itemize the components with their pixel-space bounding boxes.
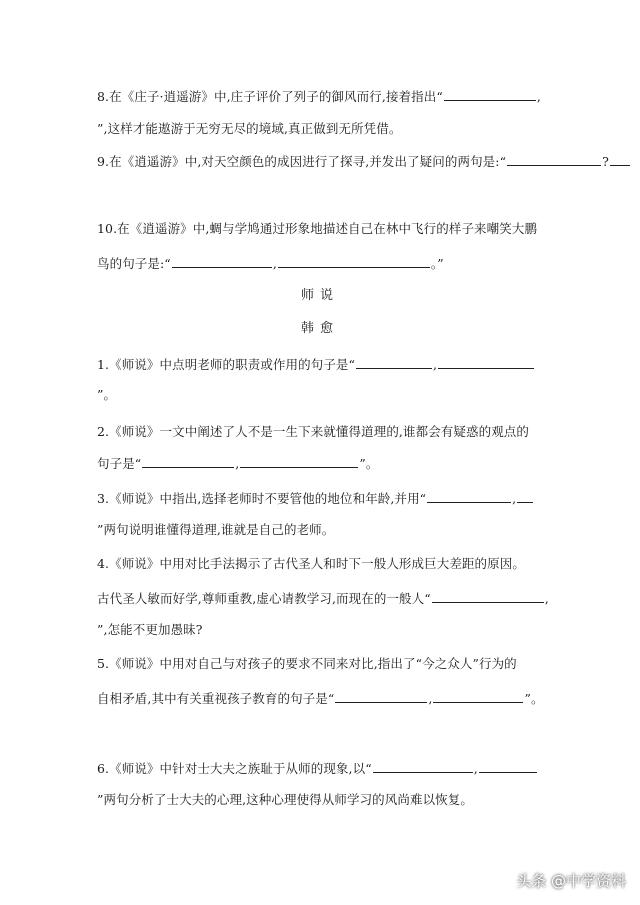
- s3-blank-1[interactable]: [427, 490, 511, 503]
- s3-text-1: 3.《师说》中指出,选择老师时不要管他的地位和年龄,并用“: [97, 491, 427, 506]
- s4-line-2: [97, 590, 549, 607]
- s6-blank-1[interactable]: [373, 760, 473, 773]
- s5-line-1: [97, 656, 517, 672]
- s6-text-1: 6.《师说》中针对士大夫之族耻于从师的现象,以“: [97, 761, 372, 776]
- q8-text-1: 8.在《庄子·逍遥游》中,庄子评价了列子的御风而行,接着指出“: [97, 89, 443, 104]
- s4-text-2: 古代圣人敏而好学,尊师重教,虚心请教学习,而现在的一般人“: [97, 591, 431, 606]
- q9-blank-2[interactable]: [610, 153, 630, 166]
- q10-line-2: [97, 255, 444, 272]
- s5-text-1: 5.《师说》中用对自己与对孩子的要求不同来对比,指出了“今之众人”行为的: [97, 656, 517, 671]
- s3-blank-2[interactable]: [517, 490, 533, 503]
- s3-line-1: [97, 490, 534, 507]
- s5-line-2: [97, 690, 544, 707]
- s4-text-2-tail: ,: [544, 591, 549, 606]
- s2-text-1: 2.《师说》一文中阐述了人不是一生下来就懂得道理的,谁都会有疑惑的观点的: [97, 424, 530, 439]
- s3-line-2: [97, 522, 334, 538]
- s6-blank-2[interactable]: [479, 760, 537, 773]
- s2-blank-1[interactable]: [142, 455, 234, 468]
- q8-text-2: ”,这样才能遨游于无穷无尽的境域,真正做到无所凭借。: [97, 121, 402, 136]
- s1-blank-1[interactable]: [356, 356, 432, 369]
- watermark: 头条 @中学资料: [516, 872, 626, 890]
- s6-text-1-mid: ,: [473, 761, 478, 776]
- s4-blank-1[interactable]: [432, 590, 544, 603]
- s2-text-2-mid: ,: [235, 456, 240, 471]
- q9-blank-1[interactable]: [507, 153, 601, 166]
- q8-line-2: [97, 121, 401, 137]
- q10-text-2-tail: 。”: [430, 256, 444, 271]
- q9-text-1-mid: ?: [602, 154, 609, 169]
- s1-line-2: [97, 387, 116, 403]
- s2-line-1: [97, 424, 529, 440]
- q9-text-1: 9.在《逍遥游》中,对天空颜色的成因进行了探寻,并发出了疑问的两句是:“: [97, 154, 507, 169]
- s1-text-1-mid: ,: [433, 357, 438, 372]
- q8-line-1: [97, 88, 541, 105]
- q8-blank-1[interactable]: [444, 88, 536, 101]
- s5-blank-1[interactable]: [335, 690, 427, 703]
- s5-text-2-tail: ”。: [524, 691, 544, 706]
- s1-text-1: 1.《师说》中点明老师的职责或作用的句子是“: [97, 357, 356, 372]
- s2-blank-2[interactable]: [240, 455, 358, 468]
- section-title: 师说: [300, 288, 339, 303]
- s2-text-2-tail: ”。: [359, 456, 379, 471]
- q10-line-1: [97, 221, 537, 237]
- s4-line-1: [97, 556, 525, 572]
- s2-text-2: 句子是“: [97, 456, 142, 471]
- s4-text-1: 4.《师说》中用对比手法揭示了古代圣人和时下一般人形成巨大差距的原因。: [97, 556, 525, 571]
- q8-text-1-tail: ,: [536, 89, 541, 104]
- s5-text-2-mid: ,: [428, 691, 433, 706]
- s4-text-3: ”,怎能不更加愚昧?: [97, 622, 203, 637]
- s3-text-2: ”两句说明谁懂得道理,谁就是自己的老师。: [97, 522, 335, 537]
- q10-blank-1[interactable]: [172, 255, 272, 268]
- q9-line-1: [97, 153, 631, 170]
- q10-blank-2[interactable]: [278, 255, 430, 268]
- s1-text-2: ”。: [97, 387, 117, 402]
- q10-text-2-mid: ,: [272, 256, 277, 271]
- s5-text-2: 自相矛盾,其中有关重视孩子教育的句子是“: [97, 691, 335, 706]
- q10-text-2: 鸟的句子是:“: [97, 256, 171, 271]
- s6-line-1: [97, 760, 538, 777]
- s4-line-3: [97, 622, 203, 638]
- s1-line-1: [97, 356, 535, 373]
- s6-line-2: [97, 792, 473, 808]
- section-author: 韩愈: [300, 321, 339, 336]
- s1-blank-2[interactable]: [438, 356, 534, 369]
- s5-blank-2[interactable]: [433, 690, 523, 703]
- q10-text-1: 10.在《逍遥游》中,蜩与学鸠通过形象地描述自己在林中飞行的样子来嘲笑大鹏: [97, 221, 538, 236]
- s6-text-2: ”两句分析了士大夫的心理,这种心理使得从师学习的风尚难以恢复。: [97, 792, 473, 807]
- s2-line-2: [97, 455, 378, 472]
- s3-text-1-mid: ,: [512, 491, 517, 506]
